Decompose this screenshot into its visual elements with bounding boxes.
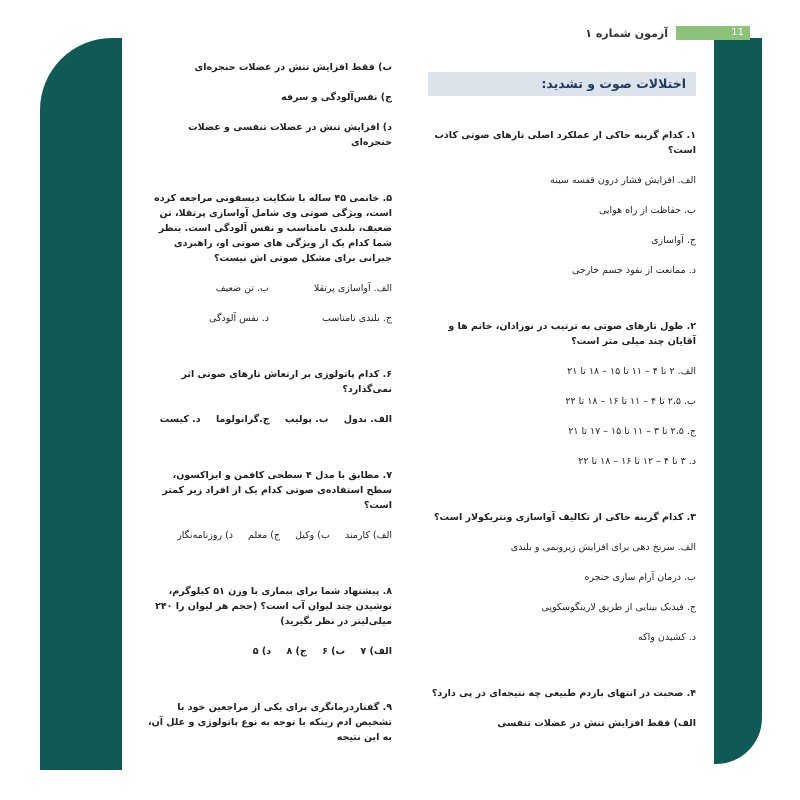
question-2: ۲. طول تارهای صوتی به ترتیب در نوزادان، خانم ها و آقایان چند میلی متر است؟ [448,321,696,347]
q3-option-b: ب. درمان آرام سازی حنجره [584,572,696,583]
q3-option-d: د. کشیدن واکه [638,632,696,643]
q8-option-a: الف) ۷ [360,646,392,657]
right-column [428,60,696,746]
q6-options [146,412,392,427]
q7-option-c: ج) معلم [248,530,281,541]
q1-option-a: الف. افزایش فشار درون قفسه سینه [550,175,696,186]
q2-option-b: ب. ۲،۵ تا ۴ – ۱۱ تا ۱۶ – ۱۸ تا ۲۲ [565,396,696,407]
question-7: ۷. مطابق با مدل ۴ سطحی کافمن و ایزاکسون، سطح استفاده‌ی صوتی کدام یک از افراد زیر کمتر است؟ [162,470,392,511]
q1-option-b: ب. حفاظت از راه هوایی [598,205,696,216]
q8-option-c: ج) ۸ [286,646,307,657]
q6-option-a: الف. ندول [343,414,392,425]
question-9: ۹. گفتاردرمانگری برای یکی از مراجعین خود با تشخیص ادم رینکه با توجه به نوع پاتولوژی و علل آن، به این نتیجه [148,702,392,743]
q2-option-a: الف. ۲ تا ۴ – ۱۱ تا ۱۵ – ۱۸ تا ۲۱ [567,366,696,377]
q2-option-d: د. ۳ تا ۴ – ۱۲ تا ۱۶ – ۱۸ تا ۲۲ [578,456,696,467]
q7-option-d: د) روزنامه‌نگار [177,530,234,541]
q5-option-d: د. نفس آلودگی [209,313,269,324]
q4-option-c: ج) نفس‌آلودگی و سرفه [281,92,392,103]
section-title: اختلالات صوت و تشدید: [428,72,696,96]
q3-option-a: الف. سرنخ دهی برای افزایش زیروبمی و بلندی [510,542,696,553]
q7-options [146,528,392,543]
q1-option-c: ج. آواسازی [651,235,696,246]
q6-option-d: د. کیست [159,414,201,425]
q5-option-c: ج. بلندی نامناسب [322,313,392,324]
right-decorative-band [714,38,762,764]
q4-option-b: ب) فقط افزایش تنش در عضلات حنجره‌ای [194,62,392,73]
q7-option-b: ب) وکیل [295,530,330,541]
q6-option-b: ب. پولیپ [284,414,329,425]
exam-title: آزمون شماره ۱ [585,26,668,40]
q4-option-a: الف) فقط افزایش تنش در عضلات تنفسی [497,718,696,729]
q3-option-c: ج. فیدبک بینایی از طریق لارینگوسکوپی [541,602,696,613]
q2-option-c: ج. ۲،۵ تا ۳ – ۱۱ تا ۱۵ – ۱۷ تا ۲۱ [568,426,696,437]
left-column [146,60,392,760]
q8-options [146,644,392,659]
question-6: ۶. کدام پاتولوژی بر ارتعاش تارهای صوتی اثر نمی‌گذارد؟ [181,369,392,395]
q5-options-row-1 [146,281,392,296]
page-number: 11 [676,26,750,40]
q5-options-row-2 [146,311,392,326]
left-decorative-band [40,38,122,770]
question-3: ۳. کدام گزینه حاکی از تکالیف آواسازی ونتریکولار است؟ [434,512,696,523]
q5-option-a: الف. آواسازی پرتقلا [313,283,392,294]
question-1: ۱. کدام گزینه حاکی از عملکرد اصلی تارهای صوتی کاذب است؟ [434,130,696,156]
q5-option-b: ب. تن ضعیف [215,283,269,294]
page-header [585,26,750,40]
q4-option-d: د) افزایش تنش در عضلات تنفسی و عضلات حنجره‌ای [188,122,392,148]
question-8: ۸. پیشنهاد شما برای بیماری با وزن ۵۱ کیلوگرم، نوشیدن چند لیوان آب است؟ (حجم هر لیوان را ۲۴۰ میلی‌لیتر در نظر بگیرید) [155,586,392,627]
q1-option-d: د. ممانعت از نفوذ جسم خارجی [571,265,696,276]
q8-option-b: ب) ۶ [322,646,346,657]
question-4: ۴. صحبت در انتهای بازدم طبیعی چه نتیجه‌ای در پی دارد؟ [431,688,696,699]
question-5: ۵. خانمی ۴۵ ساله با شکایت دیسفونی مراجعه کرده است، ویژگی صوتی وی شامل آواسازی پرتقلا، تن ضعیف، بلندی نامناسب و نفس آلودگی است. بنظر شما کدام یک از ویژگی های صوتی او، راهبردی جبرانی برای مشکل صوتی اش نیست؟ [154,193,392,264]
q7-option-a: الف) کارمند [344,530,392,541]
q8-option-d: د) ۵ [252,646,272,657]
q6-option-c: ج.گرانولوما [215,414,270,425]
